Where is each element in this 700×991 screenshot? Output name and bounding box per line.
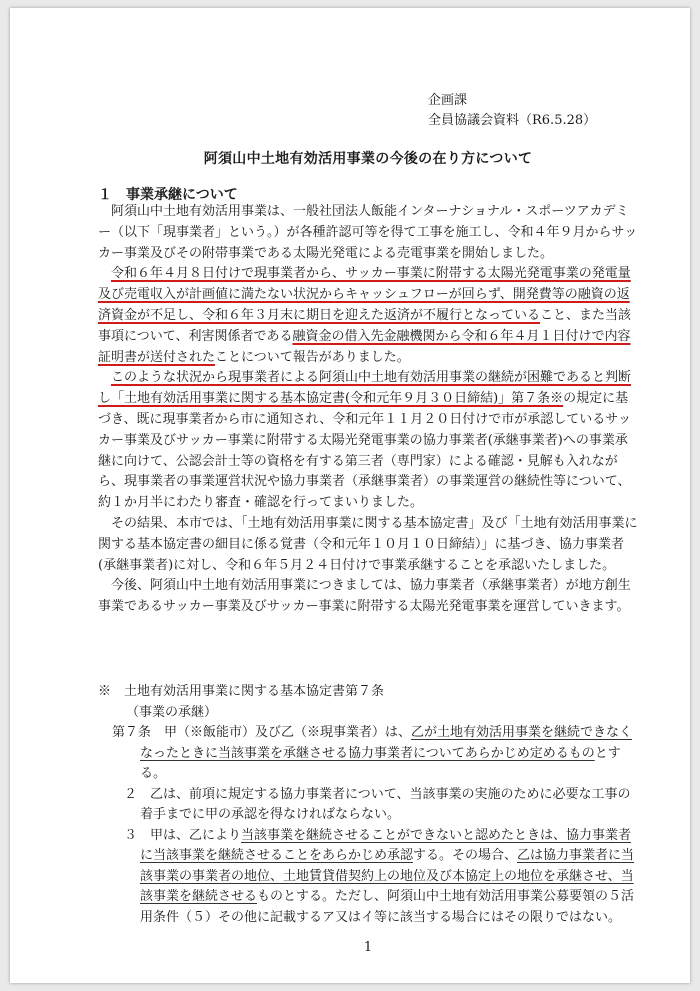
underlined-text: 融資金の借入先金融機関から令和６年４月１日付けで内容証明書が送付された bbox=[98, 328, 631, 365]
paragraph-1: 阿須山中土地有効活用事業は、一般社団法人飯能インターナショナル・スポーツアカデミー（以下「現事業者」という。）が各種許認可等を得て工事を施工し、令和４年９月からサッカー事業及びその附帯事業である太陽光発電による売電事業を開始しました。 bbox=[98, 204, 638, 261]
underlined-text: 令和６年４月８日付けで現事業者から、サッカー事業に附帯する太陽光発電事業の発電量及び売電収入が計画値に満たない状況からキャッシュフローが回らず、開発費等の融資の返済資金が不足し、令和６年３月末に期日を迎えた返済が不履行となっている bbox=[98, 266, 631, 323]
page-number: 1 bbox=[363, 940, 373, 955]
page-title: 阿須山中土地有効活用事業の今後の在り方について bbox=[203, 151, 533, 167]
note-subheading: （事業の承継） bbox=[126, 704, 218, 720]
plain-text: の規定に基づき、既に現事業者から市に通知され、令和元年１１月２０日付けで市が承認しているサッカー事業及びサッカー事業に附帯する太陽光発電事業の協力事業者(承継事業者)への事業承継に向けて、公認会計士等の資格を有する第三者（専門家）による確認・見解も入れながら、現事業者の事業運営状況や協力事業者（承継事業者）の事業運営の継続性等について、約１か月半にわたり審査・確認を行ってまいりました。 bbox=[98, 391, 632, 511]
section-body bbox=[98, 202, 638, 618]
paragraph-2 bbox=[98, 264, 638, 368]
note-block bbox=[98, 682, 638, 928]
plain-text: こと、また当該事項について、利害関係者である bbox=[98, 307, 632, 344]
clause-1 bbox=[98, 723, 638, 785]
document-page bbox=[10, 8, 690, 983]
document-label: 全員協議会資料（R6.5.28） bbox=[428, 113, 597, 128]
underlined-text: 乙が土地有効活用事業を継続できなくなったときに当該事業を承継させる協力事業者についてあらかじめ定めるもの bbox=[140, 725, 633, 761]
paragraph-3 bbox=[98, 368, 638, 514]
note-heading: ※ 土地有効活用事業に関する基本協定書第７条 bbox=[98, 684, 385, 699]
underlined-text: 「土地有効活用事業に関する基本協定書(令和元年９月３０日締結)」第７条※ bbox=[111, 391, 564, 407]
plain-text: 第７条 甲（※飯能市）及び乙（※現事業者）は、 bbox=[112, 725, 412, 740]
underlined-text: このような状況から現事業者による阿須山中土地有効活用事業の継続が困難であると判断し bbox=[98, 370, 632, 407]
section-heading: １ 事業承継について bbox=[98, 187, 238, 203]
plain-text: ３ 甲は、乙により bbox=[124, 827, 242, 843]
plain-text: ことについて報告がありました。 bbox=[215, 349, 410, 365]
paragraph-4: その結果、本市では、「土地有効活用事業に関する基本協定書」及び「土地有効活用事業に関する基本協定書の細目に係る覚書（令和元年１０月１０日締結）」に基づき、協力事業者(承継事業者)に対し、令和６年５月２４日付けで事業承継することを承認いたしました。 bbox=[98, 515, 638, 573]
plain-text: ものとする。ただし、阿須山中土地有効活用事業公募要領の５活用条件（５）その他に記載するア又はイ等に該当する場合にはその限りではない。 bbox=[140, 889, 635, 925]
underlined-text: 当該事業を継続させることができないと認めたときは、協力事業者に当該事業を継続させることをあらかじめ承認 bbox=[140, 827, 632, 863]
department-label: 企画課 bbox=[428, 93, 468, 108]
paragraph-5: 今後、阿須山中土地有効活用事業につきましては、協力事業者（承継事業者）が地方創生事業であるサッカー事業及びサッカー事業に附帯する太陽光発電事業を運営していきます。 bbox=[98, 578, 631, 615]
plain-text: する。その場合、 bbox=[413, 848, 518, 863]
clause-3 bbox=[98, 826, 638, 929]
clause-2: ２ 乙は、前項に規定する協力事業者について、当該事業の実施のために必要な工事の着手までに甲の承認を得なければならない。 bbox=[124, 786, 631, 822]
plain-text: とする。 bbox=[140, 745, 621, 781]
underlined-text: 乙は協力事業者に当該事業の事業者の地位、土地賃貸借契約上の地位及び本協定上の地位を承継させ、当該事業を継続させる bbox=[140, 848, 635, 904]
